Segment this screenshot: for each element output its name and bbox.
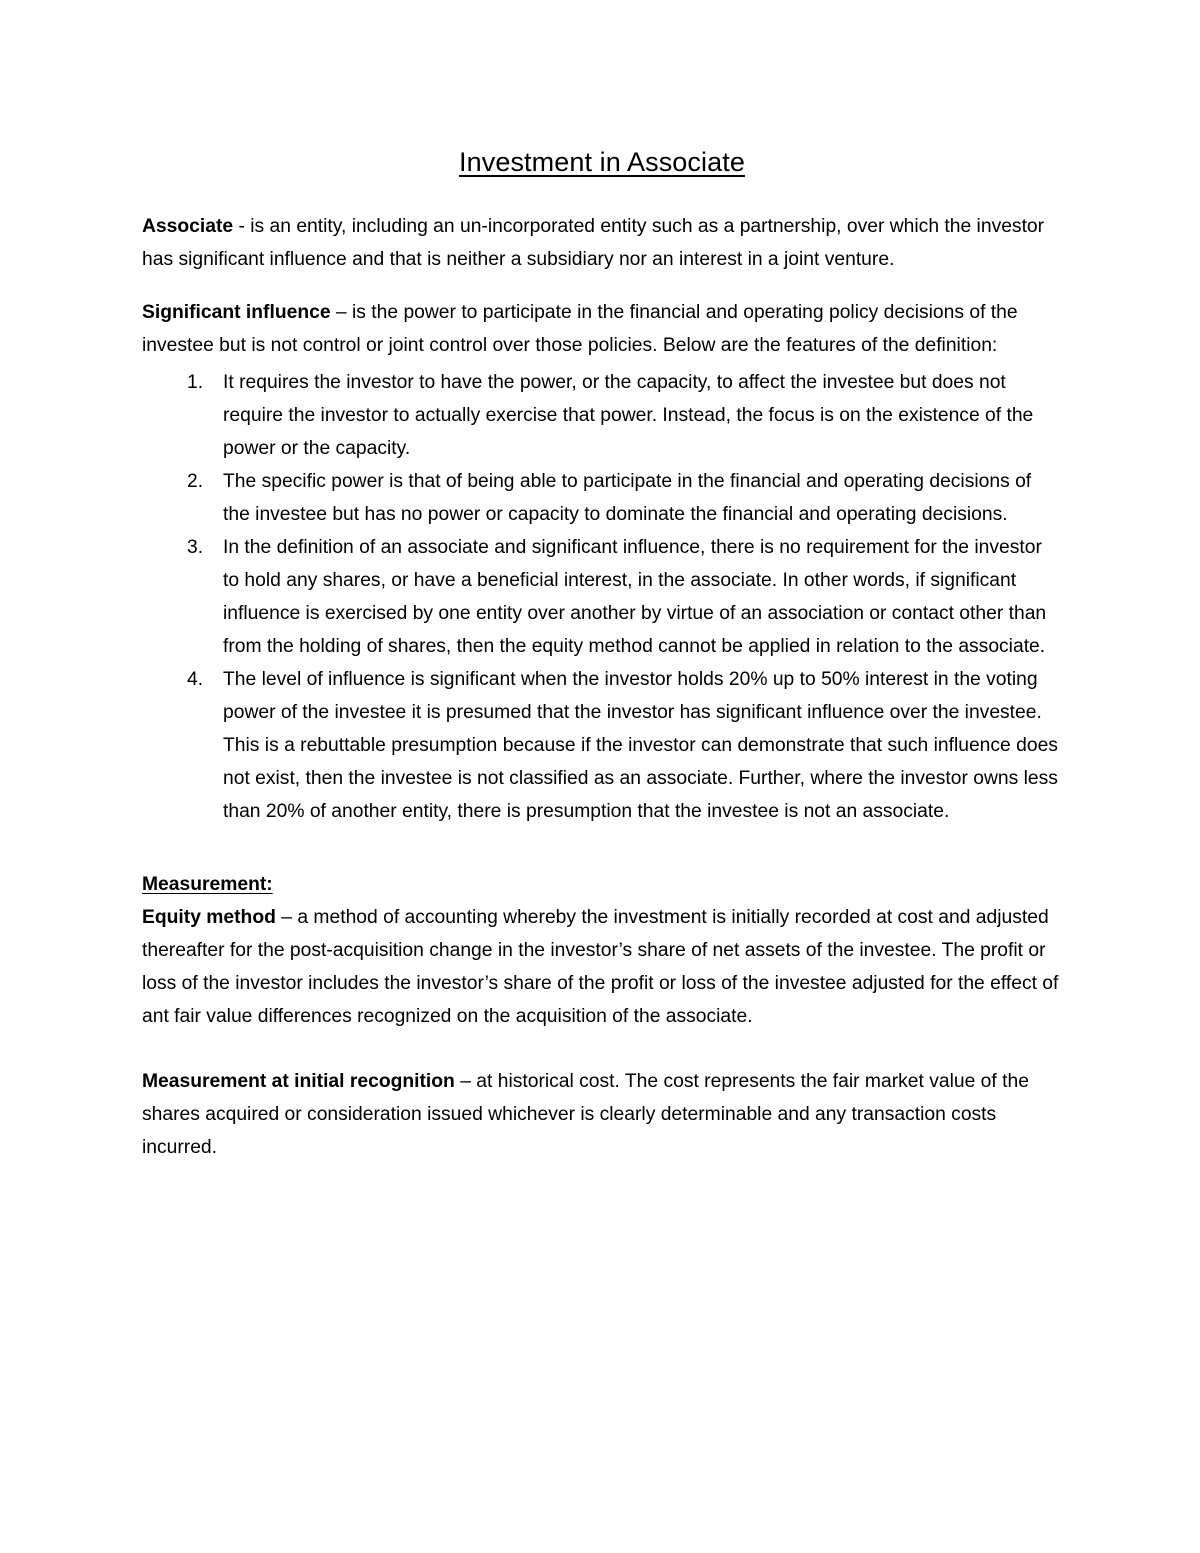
- document-page: [142, 140, 1062, 1164]
- associate-term: Associate: [142, 216, 234, 237]
- features-list: [142, 366, 1062, 828]
- significant-influence-definition: [142, 296, 1062, 362]
- equity-method-text: – a method of accounting whereby the investment is initially recorded at cost and adjusted thereafter for the post-acquisition change in the investor’s share of net assets of the investee. The profit or loss of the investor includes the investor’s share of the profit or loss of the investee adjusted for the effect of ant fair value differences recognized on the acquisition of the associate.: [142, 907, 1059, 1027]
- list-item-text: In the definition of an associate and significant influence, there is no requirement for the investor to hold any shares, or have a beneficial interest, in the associate. In other words, if significant influence is exercised by one entity over another by virtue of an association or contact other than from the holding of shares, then the equity method cannot be applied in relation to the associate.: [223, 537, 1047, 657]
- list-item-text: It requires the investor to have the power, or the capacity, to affect the investee but does not require the investor to actually exercise that power. Instead, the focus is on the existence of the power or the capacity.: [223, 372, 1034, 459]
- list-item-number: 4.: [187, 669, 204, 690]
- list-item-text: The level of influence is significant when the investor holds 20% up to 50% interest in the voting power of the investee it is presumed that the investor has significant influence over the investee. This is a rebuttable presumption because if the investor can demonstrate that such influence does not exist, then the investee is not classified as an associate. Further, where the investor owns less than 20% of another entity, there is presumption that the investee is not an associate.: [223, 669, 1058, 822]
- list-item-number: 1.: [187, 372, 204, 393]
- list-item-text: The specific power is that of being able to participate in the financial and operating decisions of the investee but has no power or capacity to dominate the financial and operating decisions.: [223, 471, 1032, 525]
- list-item: [142, 465, 1062, 531]
- associate-definition: [142, 210, 1062, 276]
- list-item-number: 3.: [187, 537, 204, 558]
- associate-text: - is an entity, including an un-incorporated entity such as a partnership, over which the investor has significant influence and that is neither a subsidiary nor an interest in a joint venture.: [142, 216, 1045, 270]
- significant-influence-text: – is the power to participate in the financial and operating policy decisions of the investee but is not control or joint control over those policies. Below are the features of the definition:: [142, 302, 1018, 356]
- initial-recognition-definition: [142, 1065, 1062, 1164]
- list-item-number: 2.: [187, 471, 204, 492]
- equity-method-definition: [142, 901, 1062, 1033]
- measurement-heading: Measurement:: [142, 874, 273, 895]
- initial-recognition-term: Measurement at initial recognition: [142, 1071, 455, 1092]
- significant-influence-term: Significant influence: [142, 302, 331, 323]
- list-item: [142, 531, 1062, 663]
- page-title: Investment in Associate: [459, 147, 745, 177]
- list-item: [142, 366, 1062, 465]
- list-item: [142, 663, 1062, 828]
- initial-recognition-text: – at historical cost. The cost represents the fair market value of the shares acquired or consideration issued whichever is clearly determinable and any transaction costs incurred.: [142, 1071, 1029, 1158]
- equity-method-term: Equity method: [142, 907, 276, 928]
